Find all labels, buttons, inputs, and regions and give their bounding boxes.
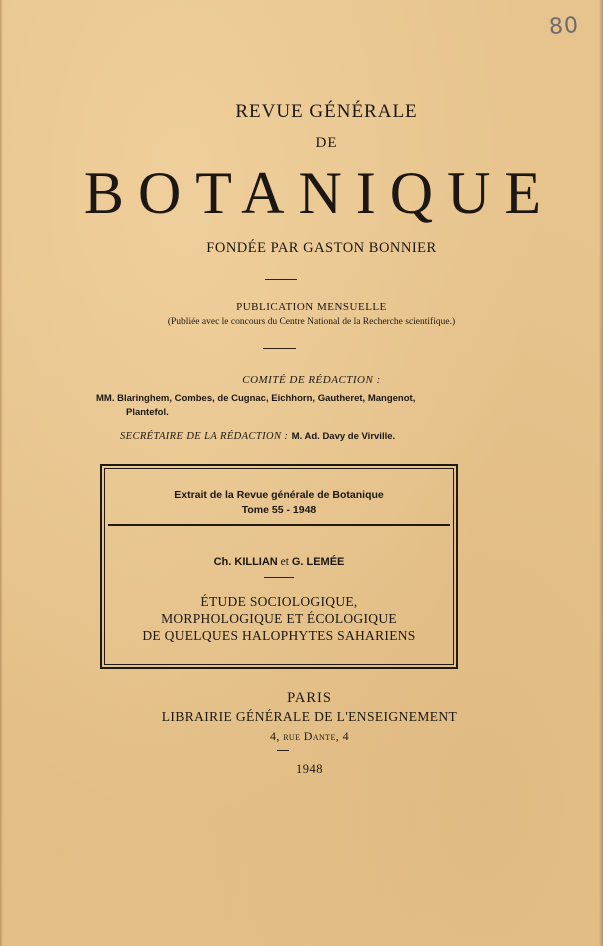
committee-label: COMITÉ DE RÉDACTION : xyxy=(242,374,381,386)
journal-de-line: DE xyxy=(315,135,338,151)
article-title-line-2: MORPHOLOGIQUE ET ÉCOLOGIQUE xyxy=(161,611,397,626)
secretary-name: M. Ad. Davy de Virville. xyxy=(291,431,396,442)
article-title xyxy=(104,593,454,644)
article-authors xyxy=(104,556,454,568)
journal-name-line: REVUE GÉNÉRALE xyxy=(235,101,418,122)
article-title-line-1: ÉTUDE SOCIOLOGIQUE, xyxy=(200,594,358,609)
extract-source: Extrait de la Revue générale de Botanique xyxy=(174,489,384,501)
committee-members-line-2: Plantefol. xyxy=(126,407,169,418)
founder-line: FONDÉE PAR GASTON BONNIER xyxy=(206,240,437,256)
divider-rule-1 xyxy=(265,279,297,280)
imprint-year: 1948 xyxy=(296,762,323,776)
sponsor-note: (Publiée avec le concours du Centre National de la Recherche scientifique.) xyxy=(167,317,456,327)
author-2: G. LEMÉE xyxy=(291,556,345,568)
extract-volume: Tome 55 - 1948 xyxy=(241,504,317,516)
handwritten-number: 80 xyxy=(548,12,580,41)
author-1: Ch. KILLIAN xyxy=(213,556,278,568)
committee-members xyxy=(96,392,496,420)
imprint-address: 4, rue Dante, 4 xyxy=(270,729,349,743)
publication-frequency: PUBLICATION MENSUELLE xyxy=(236,301,387,313)
divider-rule-2 xyxy=(263,348,296,349)
author-conjunction: et xyxy=(280,556,289,568)
divider-rule-3 xyxy=(277,750,289,751)
extract-frame-divider xyxy=(108,524,450,526)
authors-rule xyxy=(264,577,294,578)
article-title-line-3: DE QUELQUES HALOPHYTES SAHARIENS xyxy=(142,628,416,643)
imprint-publisher: LIBRAIRIE GÉNÉRALE DE L'ENSEIGNEMENT xyxy=(161,709,458,724)
journal-title: BOTANIQUE xyxy=(83,160,556,226)
secretary-label: SECRÉTAIRE DE LA RÉDACTION : xyxy=(120,431,289,442)
committee-members-line-1: MM. Blaringhem, Combes, de Cugnac, Eichhorn, Gautheret, Mangenot, xyxy=(96,393,416,404)
imprint-city: PARIS xyxy=(287,690,332,706)
secretary-line xyxy=(120,430,395,442)
